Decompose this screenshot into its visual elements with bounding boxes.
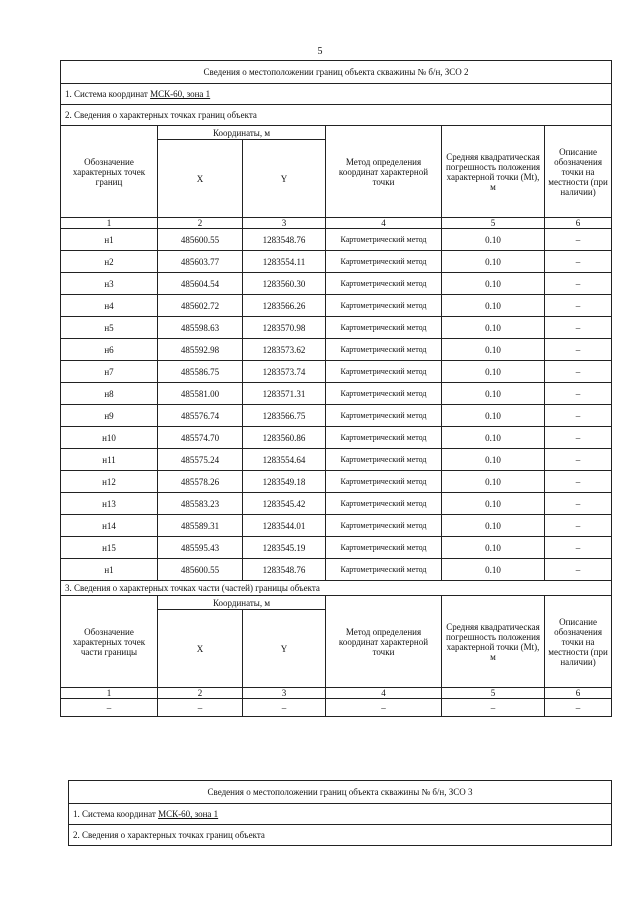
parts-cell: – [158,699,243,717]
point-x: 485603.77 [158,251,243,273]
point-error: 0.10 [442,339,545,361]
point-error: 0.10 [442,383,545,405]
point-error: 0.10 [442,427,545,449]
point-method: Картометрический метод [326,471,442,493]
point-description: – [545,295,612,317]
point-description: – [545,229,612,251]
point-x: 485595.43 [158,537,243,559]
point-y: 1283554.64 [243,449,326,471]
point-name: н6 [61,339,158,361]
table-title: Сведения о местоположении границ объекта скважины № б/н, ЗСО 2 [61,61,612,84]
point-description: – [545,361,612,383]
column-number: 3 [243,688,326,699]
point-description: – [545,537,612,559]
point-y: 1283554.11 [243,251,326,273]
coordinate-system-line [61,84,612,105]
point-x: 485600.55 [158,229,243,251]
coordinate-system-value: МСК-60, зона 1 [150,89,211,99]
point-method: Картометрический метод [326,361,442,383]
header-error: Средняя квадратическая погрешность положения характерной точки (Mt), м [442,126,545,218]
point-description: – [545,273,612,295]
column-number: 2 [158,218,243,229]
point-x: 485574.70 [158,427,243,449]
point-x: 485589.31 [158,515,243,537]
boundary-table-zso2 [60,60,612,717]
table-row [61,229,612,251]
parts-heading: 3. Сведения о характерных точках части (частей) границы объекта [61,581,612,596]
parts-header-y: Y [243,610,326,688]
point-name: н5 [61,317,158,339]
point-y: 1283548.76 [243,229,326,251]
point-error: 0.10 [442,515,545,537]
header-method: Метод определения координат характерной точки [326,126,442,218]
parts-header-x: X [158,610,243,688]
column-number: 6 [545,218,612,229]
point-name: н12 [61,471,158,493]
point-method: Картометрический метод [326,229,442,251]
point-y: 1283544.01 [243,515,326,537]
point-error: 0.10 [442,493,545,515]
table-row [61,405,612,427]
coordinate-system-value: МСК-60, зона 1 [158,809,219,819]
point-name: н15 [61,537,158,559]
point-x: 485583.23 [158,493,243,515]
point-method: Картометрический метод [326,537,442,559]
point-description: – [545,317,612,339]
point-x: 485578.26 [158,471,243,493]
point-y: 1283566.75 [243,405,326,427]
point-method: Картометрический метод [326,559,442,581]
point-method: Картометрический метод [326,317,442,339]
point-y: 1283560.30 [243,273,326,295]
column-number: 4 [326,218,442,229]
table-row [61,383,612,405]
point-name: н2 [61,251,158,273]
point-name: н4 [61,295,158,317]
point-name: н1 [61,229,158,251]
parts-header-coordinates: Координаты, м [158,596,326,610]
point-error: 0.10 [442,537,545,559]
point-x: 485592.98 [158,339,243,361]
point-description: – [545,493,612,515]
point-error: 0.10 [442,295,545,317]
table-row [61,493,612,515]
column-number: 4 [326,688,442,699]
point-method: Картометрический метод [326,295,442,317]
parts-header-error: Средняя квадратическая погрешность положения характерной точки (Mt), м [442,596,545,688]
parts-cell: – [61,699,158,717]
parts-cell: – [545,699,612,717]
column-number: 2 [158,688,243,699]
column-number: 5 [442,688,545,699]
table-row [61,471,612,493]
point-x: 485575.24 [158,449,243,471]
point-x: 485576.74 [158,405,243,427]
point-description: – [545,449,612,471]
point-error: 0.10 [442,449,545,471]
header-coordinates: Координаты, м [158,126,326,140]
point-description: – [545,339,612,361]
parts-header-description: Описание обозначения точки на местности (при наличии) [545,596,612,688]
header-x: X [158,140,243,218]
point-description: – [545,427,612,449]
point-description: – [545,515,612,537]
column-number: 3 [243,218,326,229]
point-name: н13 [61,493,158,515]
point-y: 1283549.18 [243,471,326,493]
point-name: н7 [61,361,158,383]
table-row [61,427,612,449]
header-y: Y [243,140,326,218]
point-x: 485602.72 [158,295,243,317]
parts-cell: – [442,699,545,717]
table-title: Сведения о местоположении границ объекта скважины № б/н, ЗСО 3 [69,781,612,804]
point-error: 0.10 [442,229,545,251]
point-error: 0.10 [442,317,545,339]
point-method: Картометрический метод [326,449,442,471]
point-method: Картометрический метод [326,383,442,405]
point-y: 1283545.42 [243,493,326,515]
column-number: 5 [442,218,545,229]
point-error: 0.10 [442,471,545,493]
table-row [61,361,612,383]
point-name: н3 [61,273,158,295]
point-name: н9 [61,405,158,427]
point-x: 485581.00 [158,383,243,405]
coordinate-system-label: 1. Система координат [73,809,159,819]
point-method: Картометрический метод [326,339,442,361]
boundary-table-zso3 [68,780,612,846]
point-name: н8 [61,383,158,405]
points-heading: 2. Сведения о характерных точках границ объекта [61,105,612,126]
point-method: Картометрический метод [326,493,442,515]
point-description: – [545,471,612,493]
header-description: Описание обозначения точки на местности (при наличии) [545,126,612,218]
point-x: 485604.54 [158,273,243,295]
point-y: 1283545.19 [243,537,326,559]
parts-cell: – [326,699,442,717]
point-description: – [545,383,612,405]
point-y: 1283571.31 [243,383,326,405]
point-y: 1283573.62 [243,339,326,361]
table-row [61,559,612,581]
parts-header-method: Метод определения координат характерной точки [326,596,442,688]
table-row [61,339,612,361]
point-error: 0.10 [442,559,545,581]
point-description: – [545,405,612,427]
point-method: Картометрический метод [326,427,442,449]
column-number: 1 [61,218,158,229]
table-row [61,273,612,295]
point-name: н11 [61,449,158,471]
points-heading: 2. Сведения о характерных точках границ объекта [69,825,612,846]
point-y: 1283548.76 [243,559,326,581]
parts-cell: – [243,699,326,717]
coordinate-system-line [69,804,612,825]
column-number: 1 [61,688,158,699]
point-name: н10 [61,427,158,449]
point-method: Картометрический метод [326,515,442,537]
point-error: 0.10 [442,251,545,273]
point-y: 1283573.74 [243,361,326,383]
point-y: 1283570.98 [243,317,326,339]
page-number: 5 [317,46,323,57]
point-name: н1 [61,559,158,581]
point-error: 0.10 [442,273,545,295]
point-error: 0.10 [442,361,545,383]
parts-header-designation: Обозначение характерных точек части границы [61,596,158,688]
table-row [61,317,612,339]
point-error: 0.10 [442,405,545,427]
header-designation: Обозначение характерных точек границ [61,126,158,218]
table-row [61,449,612,471]
point-y: 1283560.86 [243,427,326,449]
point-x: 485600.55 [158,559,243,581]
table-row [61,251,612,273]
point-description: – [545,251,612,273]
table-row [61,295,612,317]
point-method: Картометрический метод [326,273,442,295]
point-x: 485586.75 [158,361,243,383]
column-number: 6 [545,688,612,699]
table-row [61,515,612,537]
point-method: Картометрический метод [326,405,442,427]
point-name: н14 [61,515,158,537]
point-y: 1283566.26 [243,295,326,317]
coordinate-system-label: 1. Система координат [65,89,151,99]
point-method: Картометрический метод [326,251,442,273]
point-description: – [545,559,612,581]
table-row [61,537,612,559]
point-x: 485598.63 [158,317,243,339]
